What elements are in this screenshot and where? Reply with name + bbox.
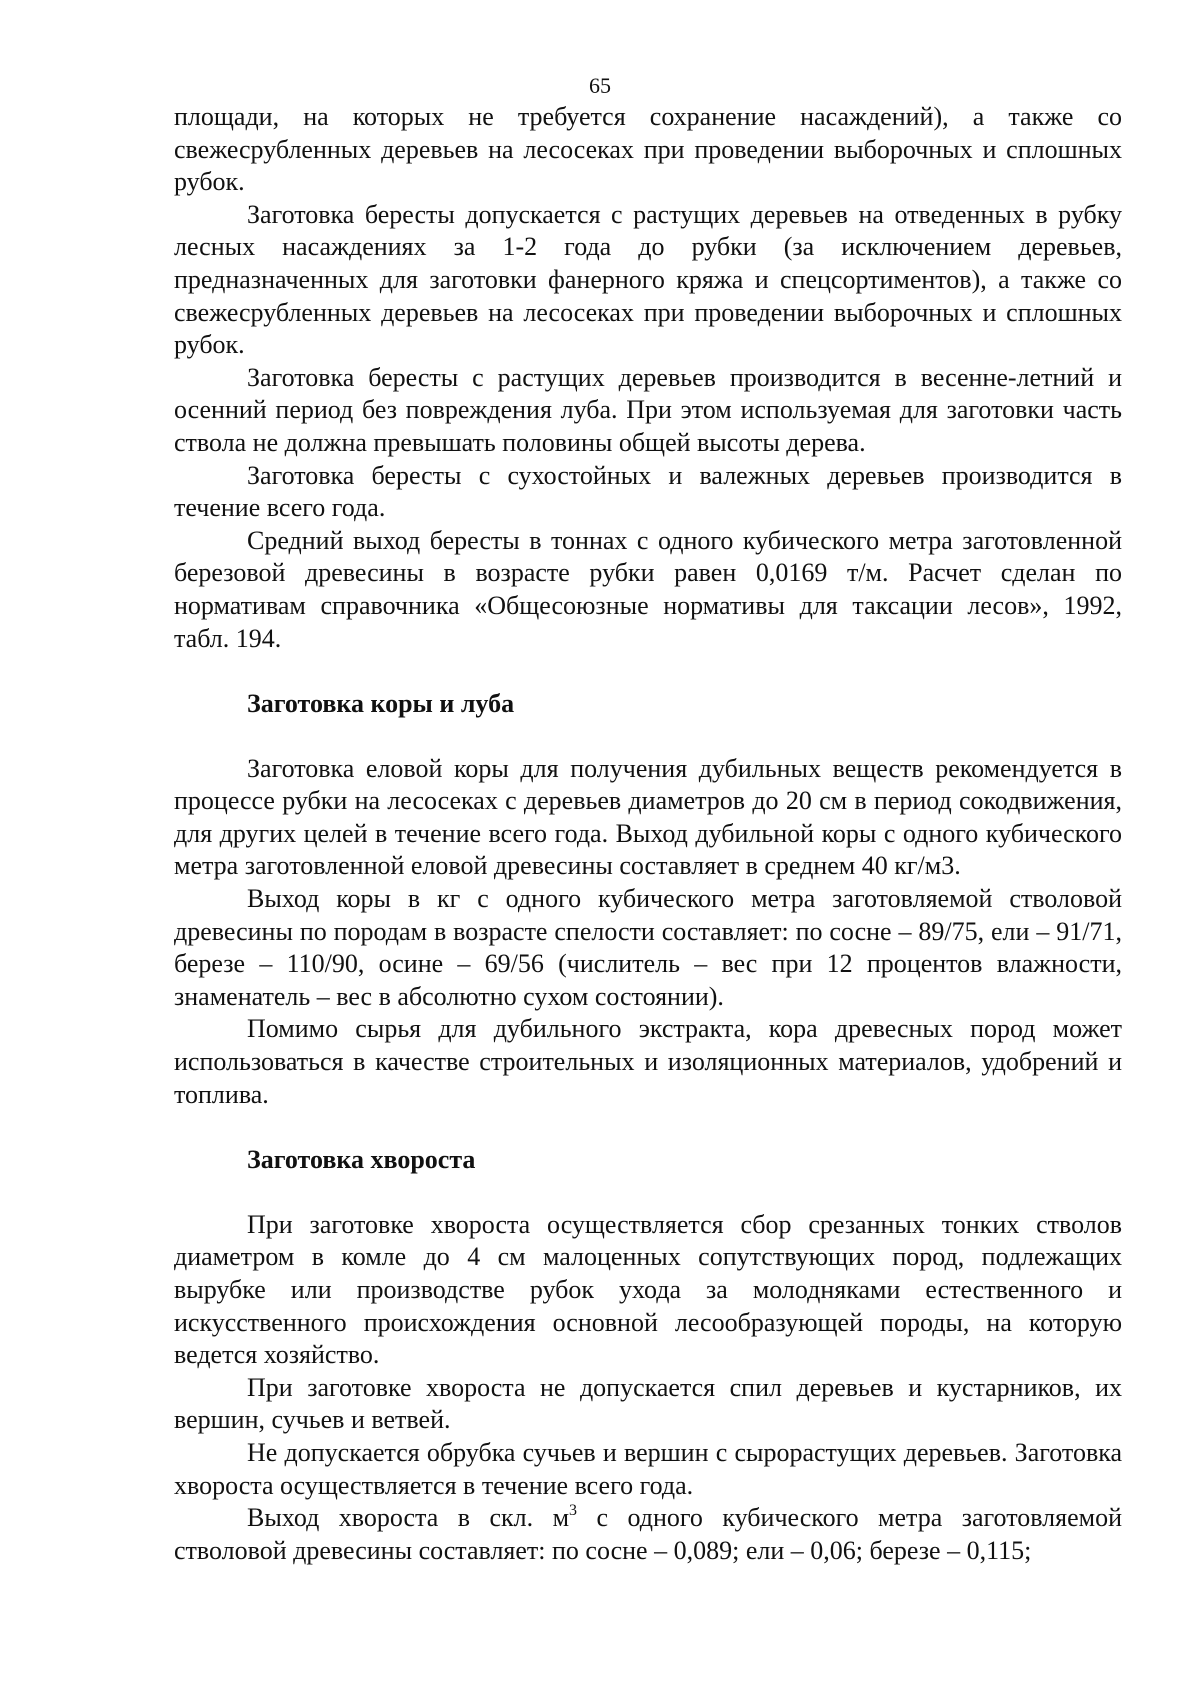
paragraph-spruce-bark: Заготовка еловой коры для получения дубильных веществ рекомендуется в процессе рубки на лесосеках с деревьев диаметров до 20 см в период сокодвижения, для других целей в течение всего года. Выход дубильной коры с одного кубического метра заготовленной еловой древесины составляет в среднем 40 кг/м3.	[174, 753, 1122, 881]
spacer	[174, 721, 1122, 753]
paragraph-brushwood-season: Не допускается обрубка сучьев и вершин с сырорастущих деревьев. Заготовка хвороста осуществляется в течение всего года.	[174, 1437, 1122, 1500]
paragraph-bark-yield: Выход коры в кг с одного кубического метра заготовляемой стволовой древесины по породам в возрасте спелости составляет: по сосне – 89/75, ели – 91/71, березе – 110/90, осине – 69/56 (числитель – вес при 12 процентов влажности, знаменатель – вес в абсолютно сухом состоянии).	[174, 884, 1122, 1011]
paragraph-birch-bark-season: Заготовка бересты с растущих деревьев производится в весенне-летний и осенний период без повреждения луба. При этом используемая для заготовки часть ствола не должна превышать половины общей высоты дерева.	[174, 362, 1122, 457]
brushwood-yield-start: Выход хвороста в скл. м	[247, 1503, 570, 1533]
paragraph-brushwood-yield	[174, 1502, 1122, 1567]
spacer	[174, 1111, 1122, 1144]
section-heading-bark: Заготовка коры и луба	[247, 689, 515, 719]
spacer	[174, 1177, 1122, 1209]
paragraph-birch-bark-deadwood: Заготовка бересты с сухостойных и валежных деревьев производится в течение всего года.	[174, 460, 1122, 523]
section-heading-brushwood: Заготовка хвороста	[247, 1145, 476, 1175]
brushwood-yield-rest: с одного кубического метра заготовляемой стволовой древесины составляет: по сосне – 0,089; ели – 0,06; березе – 0,115;	[174, 1503, 1123, 1565]
spacer	[174, 655, 1122, 688]
paragraph-bark-uses: Помимо сырья для дубильного экстракта, кора древесных пород может использоваться в качестве строительных и изоляционных материалов, удобрений и топлива.	[174, 1014, 1122, 1109]
paragraph-continuation: площади, на которых не требуется сохранение насаждений), а также со свежесрубленных деревьев на лесосеках при проведении выборочных и сплошных рубок.	[174, 102, 1122, 197]
superscript-cubic: 3	[569, 1501, 578, 1519]
page-number: 65	[589, 73, 611, 98]
paragraph-brushwood-collection: При заготовке хвороста осуществляется сбор срезанных тонких стволов диаметром в комле до 4 см малоценных сопутствующих пород, подлежащих вырубке или производстве рубок ухода за молодняками естественного и искусственного происхождения основной лесообразующей породы, на которую ведется хозяйство.	[174, 1209, 1122, 1370]
document-body	[174, 101, 1122, 1567]
paragraph-birch-bark-yield: Средний выход бересты в тоннах с одного кубического метра заготовленной березовой древесины в возрасте рубки равен 0,0169 т/м. Расчет сделан по нормативам справочника «Общесоюзные нормативы для таксации лесов», 1992, табл. 194.	[174, 525, 1122, 653]
paragraph-birch-bark-permission: Заготовка бересты допускается с растущих деревьев на отведенных в рубку лесных насаждениях за 1-2 года до рубки (за исключением деревьев, предназначенных для заготовки фанерного кряжа и спецсортиментов), а также со свежесрубленных деревьев на лесосеках при проведении выборочных и сплошных рубок.	[174, 199, 1122, 360]
paragraph-brushwood-restriction: При заготовке хвороста не допускается спил деревьев и кустарников, их вершин, сучьев и ветвей.	[174, 1372, 1122, 1435]
